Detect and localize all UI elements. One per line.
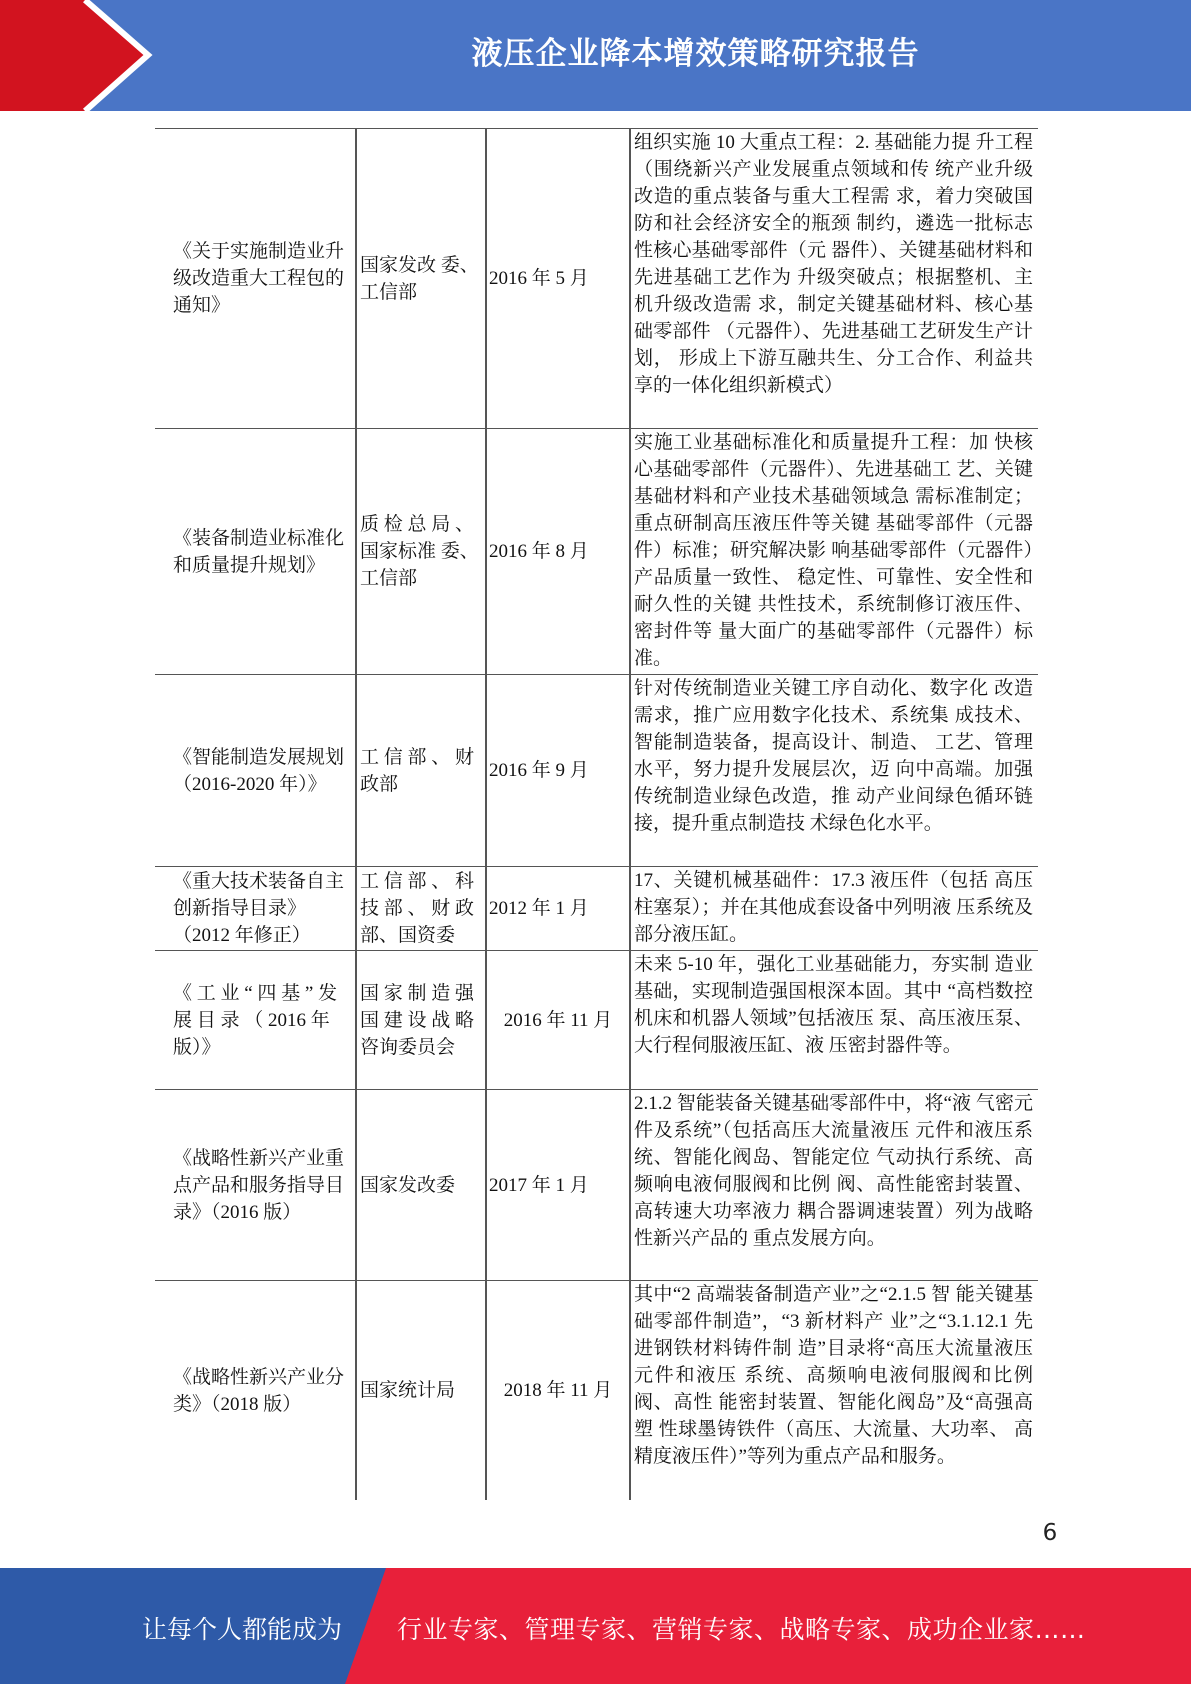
table-row-issuer: 质 检 总 局 、国家标准 委、工信部 bbox=[360, 514, 479, 589]
table-row-date: 2017 年 1 月 bbox=[489, 1174, 589, 1196]
table-row-date: 2016 年 9 月 bbox=[489, 760, 589, 781]
page-footer bbox=[0, 1568, 1191, 1684]
table-row-content: 实施工业基础标准化和质量提升工程：加 快核心基础零部件（元器件）、先进基础工 艺、关键基础材料和产业技术基础领域急 需标准制定；重点研制高压液压件等关键 基础零部件（元器件）标准；研究解决影 响基础零部件（元器件）产品质量一致性、 稳定性、可靠性、安全性和耐久性的关键 共性技术，系统制修订液压件、密封件等 量大面广的基础零部件（元器件）标准。 bbox=[634, 432, 1033, 669]
table-row-issuer: 国家发改 委、工信部 bbox=[360, 254, 479, 303]
table-row-issuer: 工 信 部 、 科 技 部 、 财 政 部、国资委 bbox=[360, 871, 475, 946]
table-row-content: 其中“2 高端装备制造产业”之“2.1.5 智 能关键基础零部件制造”，“3 新材料产 业”之“3.1.12.1 先进钢铁材料铸件制 造”目录将“高压大流量液压元件和液压 系统、高频响电液伺服阀和比例阀、高性 能密封装置、智能化阀岛”及“高强高塑 性球墨铸铁件（高压、大流量、大功率、 高精度液压件）”等列为重点产品和服务。 bbox=[634, 1284, 1033, 1467]
table-row-document: 《装备制造业标准化和质量提升规划》 bbox=[173, 527, 345, 576]
footer-slogan-left: 让每个人都能成为 bbox=[142, 1615, 343, 1644]
table-row-date: 2016 年 5 月 bbox=[489, 268, 589, 289]
table-row-content: 组织实施 10 大重点工程：2. 基础能力提 升工程（围绕新兴产业发展重点领域和传 统产业升级改造的重点装备与重大工程需 求，着力突破国防和社会经济安全的瓶颈 制约，遴选一批标志性核心基础零部件（元 器件）、关键基础材料和先进基础工艺作为 升级突破点；根据整机、主机升级改造需 求，制定关键基础材料、核心基础零部件 （元器件）、先进基础工艺研发生产计划， 形成上下游互融共生、分工合作、利益共 享的一体化组织新模式） bbox=[634, 132, 1033, 396]
table-row-date: 2012 年 1 月 bbox=[489, 898, 589, 919]
table-row-document: 《重大技术装备自主创新指导目录》（2012 年修正） bbox=[173, 871, 345, 946]
table-row-content: 17、关键机械基础件：17.3 液压件（包括 高压柱塞泵）；并在其他成套设备中列明液 压系统及部分液压缸。 bbox=[634, 870, 1033, 945]
table-row-content: 2.1.2 智能装备关键基础零部件中，将“液 气密元件及系统”（包括高压大流量液压 元件和液压系统、智能化阀岛、智能定位 气动执行系统、高频响电液伺服阀和比例 阀、高性能密封装置、高转速大功率液力 耦合器调速装置）列为战略性新兴产品的 重点发展方向。 bbox=[634, 1093, 1033, 1249]
table-row-document: 《 工 业 “ 四 基 ” 发 展 目 录 （ 2016 年版）》 bbox=[173, 982, 338, 1058]
table-row-date: 2018 年 11 月 bbox=[503, 1380, 613, 1401]
table-row-date: 2016 年 8 月 bbox=[489, 541, 589, 562]
table-row-issuer: 国家统计局 bbox=[360, 1380, 456, 1401]
table-row-content: 针对传统制造业关键工序自动化、数字化 改造需求，推广应用数字化技术、系统集 成技术、智能制造装备，提高设计、制造、 工艺、管理水平，努力提升发展层次，迈 向中高端。加强传统制造业绿色改造，推 动产业间绿色循环链接，提升重点制造技 术绿色化水平。 bbox=[634, 678, 1033, 834]
footer-slogan-right: 行业专家、管理专家、营销专家、战略专家、成功企业家…… bbox=[397, 1615, 1086, 1644]
table-row-date: 2016 年 11 月 bbox=[503, 1009, 613, 1031]
table-row-issuer: 国 家 制 造 强 国 建 设 战 略 咨询委员会 bbox=[360, 982, 475, 1058]
page-number: 6 bbox=[1042, 1520, 1058, 1546]
table-row-document: 《智能制造发展规划（2016-2020 年）》 bbox=[173, 746, 345, 795]
table-row-document: 《战略性新兴产业分类》（2018 版） bbox=[173, 1366, 345, 1415]
table-row-content: 未来 5-10 年，强化工业基础能力，夯实制 造业基础，实现制造强国根深本固。其中 “高档数控机床和机器人领域”包括液压 泵、高压液压泵、大行程伺服液压缸、液 压密封器件等。 bbox=[634, 954, 1033, 1056]
table-row-document: 《战略性新兴产业重点产品和服务指导目录》（2016 版） bbox=[173, 1147, 345, 1223]
report-title: 液压企业降本增效策略研究报告 bbox=[471, 36, 920, 72]
table-row-issuer: 国家发改委 bbox=[360, 1174, 456, 1196]
table-row-document: 《关于实施制造业升级改造重大工程包的通知》 bbox=[173, 241, 345, 316]
table-row-issuer: 工 信 部 、 财政部 bbox=[360, 746, 475, 795]
